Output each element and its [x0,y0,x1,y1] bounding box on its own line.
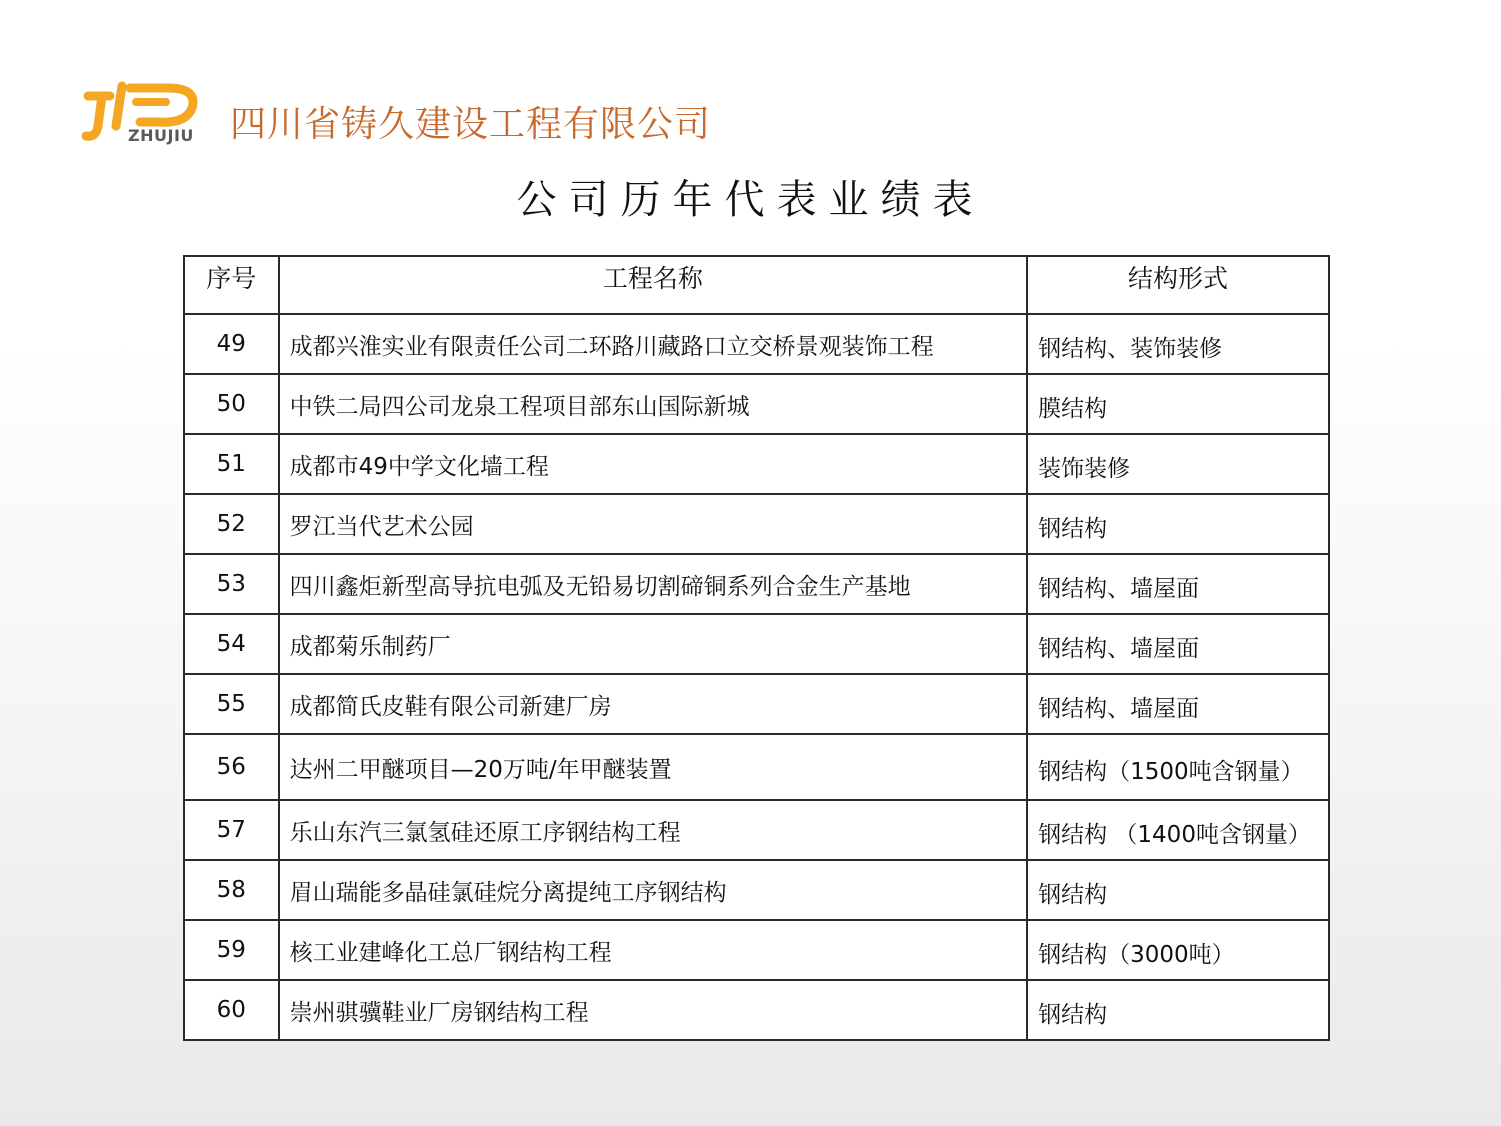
table-row [184,614,1329,674]
row-project-name: 成都简氏皮鞋有限公司新建厂房 [279,674,1028,734]
performance-table [183,255,1330,1041]
row-structure: 装饰装修 [1027,434,1329,494]
row-no: 54 [184,614,279,674]
table-row [184,860,1329,920]
row-project-name: 崇州骐骥鞋业厂房钢结构工程 [279,980,1028,1040]
row-no: 53 [184,554,279,614]
row-no: 57 [184,800,279,860]
table-row [184,374,1329,434]
row-project-name: 罗江当代艺术公园 [279,494,1028,554]
row-project-name: 四川鑫炬新型高导抗电弧及无铅易切割碲铜系列合金生产基地 [279,554,1028,614]
header-project-name: 工程名称 [279,256,1028,314]
row-structure: 钢结构 [1027,980,1329,1040]
row-project-name: 眉山瑞能多晶硅氯硅烷分离提纯工序钢结构 [279,860,1028,920]
row-no: 56 [184,734,279,800]
row-structure: 钢结构（1500吨含钢量） [1027,734,1329,800]
row-project-name: 达州二甲醚项目—20万吨/年甲醚装置 [279,734,1028,800]
row-project-name: 成都菊乐制药厂 [279,614,1028,674]
row-structure: 膜结构 [1027,374,1329,434]
row-no: 52 [184,494,279,554]
table-header-row [184,256,1329,314]
row-structure: 钢结构、墙屋面 [1027,554,1329,614]
row-no: 59 [184,920,279,980]
row-project-name: 核工业建峰化工总厂钢结构工程 [279,920,1028,980]
table-row [184,734,1329,800]
table-row [184,434,1329,494]
row-project-name: 乐山东汽三氯氢硅还原工序钢结构工程 [279,800,1028,860]
table-row [184,494,1329,554]
row-project-name: 成都兴淮实业有限责任公司二环路川藏路口立交桥景观装饰工程 [279,314,1028,374]
table-row [184,980,1329,1040]
header-structure: 结构形式 [1027,256,1329,314]
row-no: 58 [184,860,279,920]
company-name: 四川省铸久建设工程有限公司 [230,104,712,145]
table-row [184,314,1329,374]
row-structure: 钢结构、墙屋面 [1027,614,1329,674]
table-row [184,554,1329,614]
row-project-name: 中铁二局四公司龙泉工程项目部东山国际新城 [279,374,1028,434]
row-structure: 钢结构、装饰装修 [1027,314,1329,374]
row-structure: 钢结构（3000吨） [1027,920,1329,980]
row-structure: 钢结构 （1400吨含钢量） [1027,800,1329,860]
table-row [184,920,1329,980]
row-project-name: 成都市49中学文化墙工程 [279,434,1028,494]
row-no: 49 [184,314,279,374]
header-no: 序号 [184,256,279,314]
logo-wordmark: ZHUJIU [128,126,194,145]
page-title: 公司历年代表业绩表 [516,177,985,223]
row-no: 51 [184,434,279,494]
table-row [184,800,1329,860]
row-structure: 钢结构 [1027,494,1329,554]
row-structure: 钢结构 [1027,860,1329,920]
row-structure: 钢结构、墙屋面 [1027,674,1329,734]
table-row [184,674,1329,734]
row-no: 55 [184,674,279,734]
row-no: 50 [184,374,279,434]
row-no: 60 [184,980,279,1040]
